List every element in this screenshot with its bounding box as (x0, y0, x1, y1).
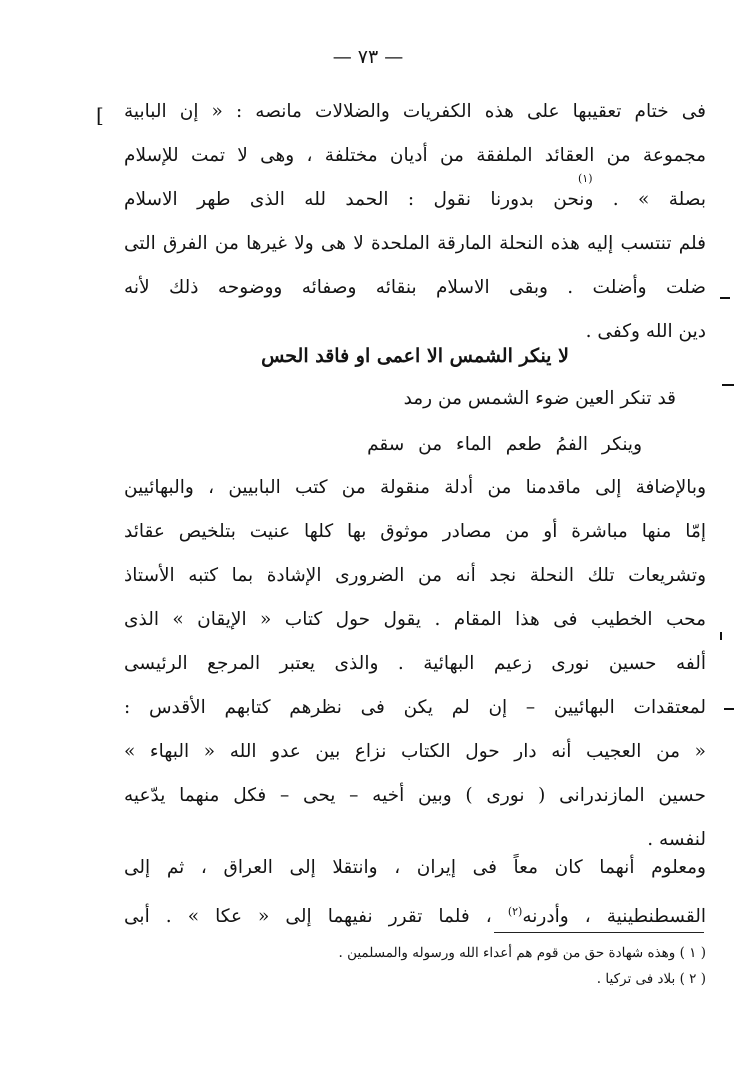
page-number: — ٧٣ — (332, 46, 404, 68)
text-line: ألفه حسين نورى زعيم البهائية . والذى يعتبر المرجع الرئيسى (124, 653, 706, 674)
margin-mark (720, 632, 726, 640)
footnotes (124, 940, 706, 992)
main-paragraph (124, 466, 706, 862)
intro-paragraph (124, 90, 706, 354)
text-line: ضلت وأضلت . وبقى الاسلام بنقائه وصفائه ووضوحه ذلك لأنه (124, 277, 706, 298)
text-line: حسين المازندرانى ( نورى ) وبين أخيه – يحى – فكل منهما يدّعيه (124, 785, 706, 806)
margin-mark (722, 384, 734, 386)
footnote-marker: (١) (578, 172, 593, 185)
footnote-marker: (٢) (507, 905, 523, 918)
text-line: وبالإضافة إلى ماقدمنا من أدلة منقولة من كتب البابيين ، والبهائيين (124, 477, 706, 498)
section-heading: لا ينكر الشمس الا اعمى او فاقد الحس (261, 345, 569, 367)
footnote-1: ( ١ ) وهذه شهادة حق من قوم هم أعداء الله ورسوله والمسلمين . (338, 945, 706, 961)
text-line: دين الله وكفى . (585, 321, 706, 342)
text-line: فى ختام تعقيبها على هذه الكفريات والضلالات مانصه : « إن البابية (124, 101, 706, 122)
verse-block (124, 376, 706, 468)
text-line-part: ، فلما تقرر نفيهما إلى « عكا » . أبى (124, 906, 508, 928)
text-line: وتشريعات تلك النحلة نجد أنه من الضرورى الإشادة بما كتبه الأستاذ (124, 565, 706, 586)
text-line: لمعتقدات البهائيين – إن لم يكن فى نظرهم كتابهم الأقدس : (124, 697, 706, 718)
text-line-part: القسطنطينية ، وأدرنه (522, 906, 706, 928)
footnote-2: ( ٢ ) بلاد فى تركيا . (596, 971, 706, 987)
text-line: محب الخطيب فى هذا المقام . يقول حول كتاب « الإيقان » الذى (124, 609, 706, 630)
text-line (124, 178, 706, 222)
text-line: فلم تنتسب إليه هذه النحلة المارقة الملحدة لا هى ولا غيرها من الفرق التى (124, 233, 706, 254)
footnote-divider (494, 932, 704, 933)
text-line: « من العجيب أنه دار حول الكتاب نزاع بين عدو الله « البهاء » (124, 741, 706, 762)
text-line: إمّا منها مباشرة أو من مصادر موثوق بها كلها عنيت بتلخيص عقائد (124, 521, 706, 542)
margin-mark (720, 297, 730, 299)
margin-mark (724, 708, 734, 710)
verse-line-2: وينكر الفمُ طعم الماء من سقم (367, 434, 642, 455)
closing-paragraph (124, 846, 706, 934)
section-heading-block (124, 336, 706, 376)
margin-bracket: [ (96, 103, 104, 127)
text-line-content: بصلة » . ونحن بدورنا نقول : الحمد لله الذى طهر الاسلام (124, 189, 706, 210)
verse-line-1: قد تنكر العين ضوء الشمس من رمد (403, 388, 676, 409)
text-line: لنفسه . (647, 829, 706, 850)
text-line: ومعلوم أنهما كان معاً فى إيران ، وانتقلا إلى العراق ، ثم إلى (124, 857, 706, 878)
text-line (124, 890, 706, 934)
text-line: مجموعة من العقائد الملفقة من أديان مختلفة ، وهى لا تمت للإسلام (124, 145, 706, 166)
